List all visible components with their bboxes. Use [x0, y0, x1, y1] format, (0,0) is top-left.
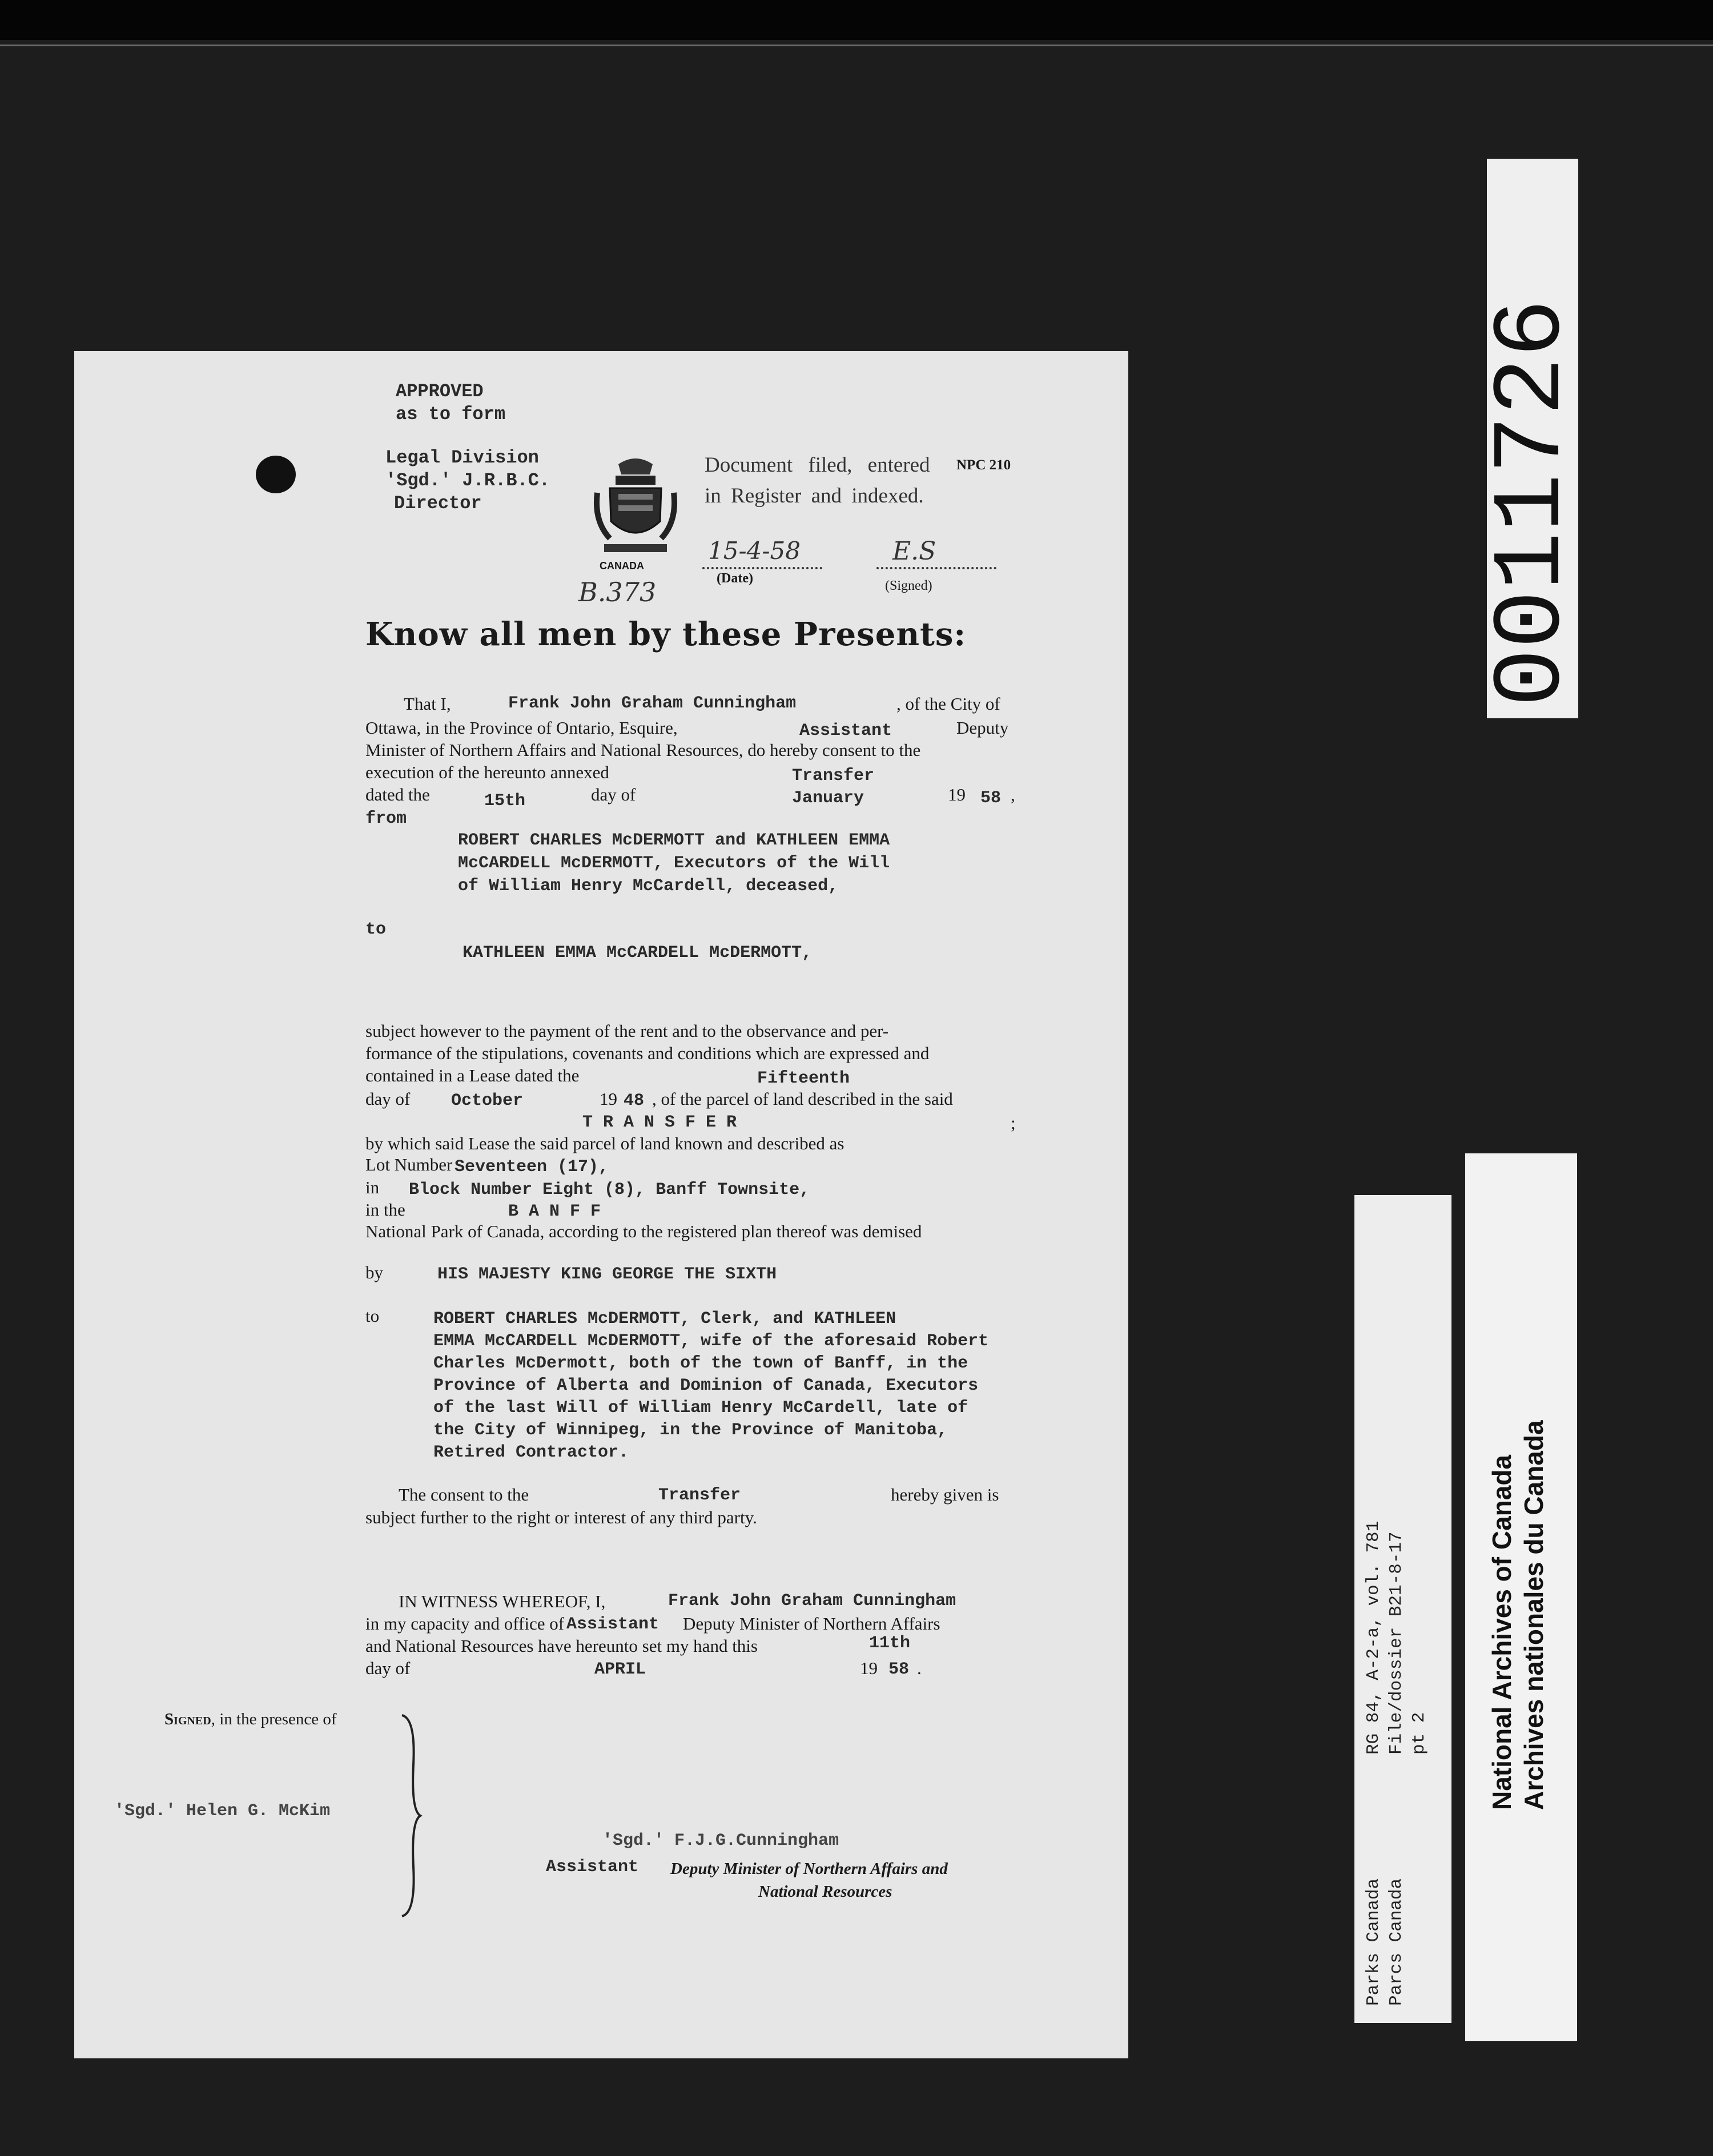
- nac-line-french: Archives nationales du Canada: [1519, 1420, 1549, 1810]
- ottawa-line: Ottawa, in the Province of Ontario, Esquire,: [365, 718, 678, 738]
- instrument-type: Transfer: [792, 766, 875, 786]
- lessee-line4: Province of Alberta and Dominion of Canada, Executors: [433, 1376, 979, 1395]
- official-signature: 'Sgd.' F.J.G.Cunningham: [602, 1831, 839, 1851]
- frame-number: [1478, 159, 1588, 718]
- year-prefix-2: 19: [600, 1089, 617, 1109]
- lessor-name: HIS MAJESTY KING GEORGE THE SIXTH: [437, 1265, 777, 1284]
- reference-file-block: [1362, 1521, 1431, 1755]
- signed-caption: (Signed): [885, 578, 932, 593]
- signature-title-line1: Deputy Minister of Northern Affairs and: [670, 1860, 948, 1878]
- lease-day: Fifteenth: [757, 1069, 850, 1088]
- document-heading: Know all men by these Presents:: [365, 616, 967, 653]
- lessee-line1: ROBERT CHARLES McDERMOTT, Clerk, and KATHLEEN: [433, 1309, 896, 1329]
- presence-text: , in the presence of: [211, 1710, 337, 1728]
- witness-official-name: Frank John Graham Cunningham: [668, 1591, 956, 1611]
- execution-line: execution of the hereunto annexed: [365, 762, 609, 782]
- subject-line3: contained in a Lease dated the: [365, 1065, 580, 1085]
- frame-number-strip: [1478, 159, 1588, 718]
- ref-line-parcs: Parcs Canada: [1386, 1878, 1406, 2006]
- lease-description-line: by which said Lease the said parcel of land known and described as: [365, 1133, 845, 1153]
- approved-line1: APPROVED: [396, 381, 484, 402]
- of-city-text: , of the City of: [896, 694, 1000, 714]
- year-prefix: 19: [948, 785, 966, 805]
- witness-year-prefix: 19: [860, 1658, 878, 1678]
- approved-line2: as to form: [396, 404, 506, 425]
- in-label: in: [365, 1177, 380, 1197]
- lease-month: October: [451, 1091, 524, 1111]
- subject-line2: formance of the stipulations, covenants and conditions which are expressed and: [365, 1043, 930, 1063]
- signature-title-line2: National Resources: [758, 1883, 892, 1901]
- parcel-text: , of the parcel of land described in the said: [652, 1089, 953, 1109]
- deputy-text: Deputy: [956, 718, 1009, 738]
- date-caption: (Date): [717, 571, 753, 586]
- national-archives-label: [1465, 1153, 1577, 2041]
- transfer-day: 15th: [484, 791, 526, 811]
- filed-signed-handwritten: E.S: [892, 537, 936, 566]
- file-reference-handwritten: B.373: [578, 577, 657, 608]
- national-park-line: National Park of Canada, according to the registered plan thereof was demised: [365, 1221, 922, 1241]
- witness-signature: 'Sgd.' Helen G. McKim: [114, 1801, 331, 1821]
- ink-blot: [256, 456, 296, 493]
- nac-line-english: National Archives of Canada: [1487, 1454, 1517, 1810]
- lessee-line5: of the last Will of William Henry McCardell, late of: [433, 1398, 968, 1418]
- year-comma: ,: [1011, 785, 1015, 805]
- transfer-year: 58: [980, 789, 1002, 808]
- lot-number-label: Lot Number: [365, 1155, 453, 1174]
- witness-year: 58: [888, 1660, 910, 1679]
- hereby-given-text: hereby given is: [891, 1485, 999, 1505]
- that-i-text: That I,: [404, 694, 451, 714]
- witness-day-of: day of: [365, 1658, 411, 1678]
- lessee-line6: the City of Winnipeg, in the Province of Manitoba,: [433, 1421, 948, 1440]
- signed-presence: [164, 1710, 337, 1729]
- legal-division-line1: Legal Division: [385, 447, 539, 468]
- ref-line-rg: RG 84, A-2-a, vol. 781: [1364, 1521, 1384, 1755]
- day-of-text: day of: [591, 785, 636, 805]
- from-party-line3: of William Henry McCardell, deceased,: [458, 876, 839, 896]
- ref-line-parks: Parks Canada: [1364, 1878, 1384, 2006]
- ref-line-file: File/dossier B21-8-17: [1386, 1531, 1406, 1755]
- lease-year: 48: [624, 1091, 645, 1111]
- transfer-spaced: T R A N S F E R: [582, 1113, 737, 1132]
- film-top-edge: [0, 0, 1713, 40]
- document-sheet: [74, 351, 1128, 2058]
- to-label-2: to: [365, 1306, 380, 1326]
- from-party-line1: ROBERT CHARLES McDERMOTT and KATHLEEN EMMA: [458, 831, 890, 850]
- hand-set-text: and National Resources have hereunto set my hand this: [365, 1636, 758, 1656]
- by-label: by: [365, 1262, 383, 1282]
- third-party-line: subject further to the right or interest of any third party.: [365, 1507, 757, 1527]
- witness-period: .: [917, 1658, 922, 1678]
- from-label: from: [365, 809, 407, 828]
- canada-crest-icon: [593, 453, 678, 567]
- assistant-title: Assistant: [799, 721, 892, 741]
- to-label: to: [365, 920, 387, 939]
- signed-word: Signed: [164, 1710, 211, 1728]
- signature-assistant: Assistant: [546, 1857, 639, 1877]
- park-name: B A N F F: [508, 1202, 601, 1221]
- dated-the-text: dated the: [365, 785, 430, 805]
- filed-date-handwritten: 15-4-58: [708, 537, 801, 565]
- lessee-line7: Retired Contractor.: [433, 1443, 629, 1462]
- film-scan-line: [0, 45, 1713, 46]
- document-filed-line1: Document filed, entered: [705, 453, 930, 477]
- crest-label: CANADA: [600, 560, 644, 572]
- witness-day: 11th: [869, 1634, 911, 1653]
- transfer-month: January: [792, 789, 864, 808]
- bracket-icon: [400, 1713, 423, 1918]
- witness-assistant: Assistant: [566, 1615, 660, 1634]
- witness-whereof-text: IN WITNESS WHEREOF, I,: [399, 1591, 606, 1611]
- in-the-label: in the: [365, 1200, 405, 1220]
- consent-instrument: Transfer: [658, 1486, 741, 1505]
- deputy-minister-text: Deputy Minister of Northern Affairs: [683, 1614, 940, 1634]
- svg-text:0011726: 0011726: [1478, 299, 1588, 707]
- legal-division-line3: Director: [394, 493, 482, 514]
- lessee-line2: EMMA McCARDELL McDERMOTT, wife of the aforesaid Robert: [433, 1332, 989, 1351]
- signed-dotted-line: [876, 567, 996, 569]
- block-value: Block Number Eight (8), Banff Townsite,: [409, 1180, 810, 1200]
- consenting-official-name: Frank John Graham Cunningham: [508, 694, 797, 713]
- day-of-text-2: day of: [365, 1089, 411, 1109]
- subject-line1: subject however to the payment of the rent and to the observance and per-: [365, 1021, 889, 1041]
- form-code: NPC 210: [956, 457, 1011, 473]
- archive-reference-label: [1354, 1195, 1451, 2023]
- lessee-line3: Charles McDermott, both of the town of Banff, in the: [433, 1354, 968, 1373]
- legal-division-line2: 'Sgd.' J.R.B.C.: [385, 470, 550, 491]
- reference-text-block: [1362, 1879, 1408, 2006]
- minister-line: Minister of Northern Affairs and National Resources, do hereby consent to the: [365, 740, 921, 760]
- date-dotted-line: [702, 567, 822, 569]
- witness-month: APRIL: [594, 1660, 646, 1679]
- from-party-line2: McCARDELL McDERMOTT, Executors of the Will: [458, 854, 890, 873]
- to-party: KATHLEEN EMMA McCARDELL McDERMOTT,: [463, 943, 813, 963]
- consent-text: The consent to the: [399, 1485, 529, 1505]
- capacity-text: in my capacity and office of: [365, 1614, 565, 1634]
- semicolon: ;: [1011, 1113, 1016, 1133]
- national-archives-text: [1486, 1420, 1550, 1810]
- lot-number-value: Seventeen (17),: [455, 1157, 609, 1177]
- document-filed-line2: in Register and indexed.: [705, 484, 924, 508]
- ref-line-part: pt 2: [1409, 1712, 1429, 1755]
